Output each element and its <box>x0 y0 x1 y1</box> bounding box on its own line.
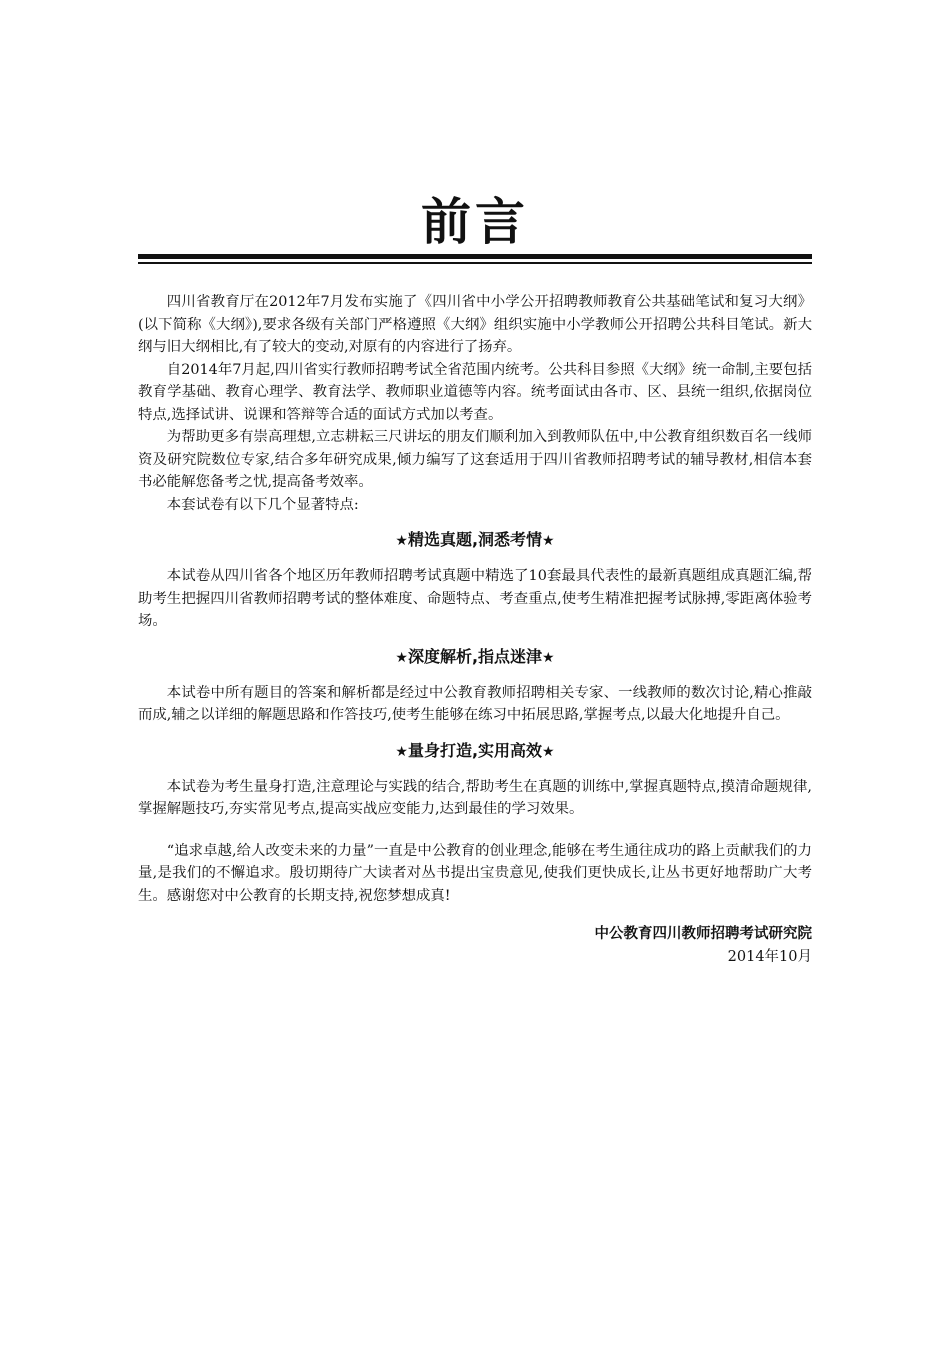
page-title: 前言 <box>421 193 529 251</box>
star-icon: ★ <box>542 743 555 760</box>
intro-paragraph-2: 自2014年7月起,四川省实行教师招聘考试全省范围内统考。公共科目参照《大纲》统一命制,主要包括教育学基础、教育心理学、教育法学、教师职业道德等内容。统考面试由各市、区、县统一组织,依据岗位特点,选择试讲、说课和答辩等合适的面试方式加以考查。 <box>138 361 812 423</box>
feature-heading-3 <box>138 740 812 763</box>
feature-paragraph-3: 本试卷为考生量身打造,注意理论与实践的结合,帮助考生在真题的训练中,掌握真题特点,摸清命题规律,掌握解题技巧,夯实常见考点,提高实战应变能力,达到最佳的学习效果。 <box>138 778 812 817</box>
feature-paragraph-1: 本试卷从四川省各个地区历年教师招聘考试真题中精选了10套最具代表性的最新真题组成真题汇编,帮助考生把握四川省教师招聘考试的整体难度、命题特点、考查重点,使考生精准把握考试脉搏,零距离体验考场。 <box>138 568 812 629</box>
title-rule-thick <box>138 254 812 259</box>
star-icon: ★ <box>395 649 408 666</box>
intro-paragraph-1: 四川省教育厅在2012年7月发布实施了《四川省中小学公开招聘教师教育公共基础笔试和复习大纲》(以下简称《大纲》),要求各级有关部门严格遵照《大纲》组织实施中小学教师公开招聘公共科目笔试。新大纲与旧大纲相比,有了较大的变动,对原有的内容进行了扬弃。 <box>138 294 812 355</box>
intro-paragraph-4: 本套试卷有以下几个显著特点: <box>166 496 359 513</box>
star-icon: ★ <box>395 533 408 549</box>
star-icon: ★ <box>542 649 555 666</box>
title-rule-thin <box>138 262 812 264</box>
star-icon: ★ <box>395 743 408 760</box>
feature-heading-text: 深度解析,指点迷津 <box>407 646 543 666</box>
closing-paragraph: “追求卓越,给人改变未来的力量”一直是中公教育的创业理念,能够在考生通往成功的路上贡献我们的力量,是我们的不懈追求。殷切期待广大读者对丛书提出宝贵意见,使我们更快成长,让丛书更好地帮助广大考生。感谢您对中公教育的长期支持,祝您梦想成真! <box>138 842 812 904</box>
signature-block <box>138 923 812 969</box>
feature-heading-text: 量身打造,实用高效 <box>407 740 543 760</box>
star-icon: ★ <box>542 533 555 549</box>
intro-paragraph-3: 为帮助更多有崇高理想,立志耕耘三尺讲坛的朋友们顺利加入到教师队伍中,中公教育组织数百名一线师资及研究院数位专家,结合多年研究成果,倾力编写了这套适用于四川省教师招聘考试的辅导教材,相信本套书必能解您备考之忧,提高备考效率。 <box>138 429 812 490</box>
feature-heading-1 <box>138 529 812 552</box>
feature-paragraph-2: 本试卷中所有题目的答案和解析都是经过中公教育教师招聘相关专家、一线教师的数次讨论,精心推敲而成,辅之以详细的解题思路和作答技巧,使考生能够在练习中拓展思路,掌握考点,以最大化地提升自己。 <box>138 684 812 723</box>
feature-heading-text: 精选真题,洞悉考情 <box>407 530 543 549</box>
document-body <box>138 291 812 969</box>
signature-organization: 中公教育四川教师招聘考试研究院 <box>594 926 812 942</box>
feature-heading-2 <box>138 646 812 669</box>
signature-date: 2014年10月 <box>727 949 812 965</box>
